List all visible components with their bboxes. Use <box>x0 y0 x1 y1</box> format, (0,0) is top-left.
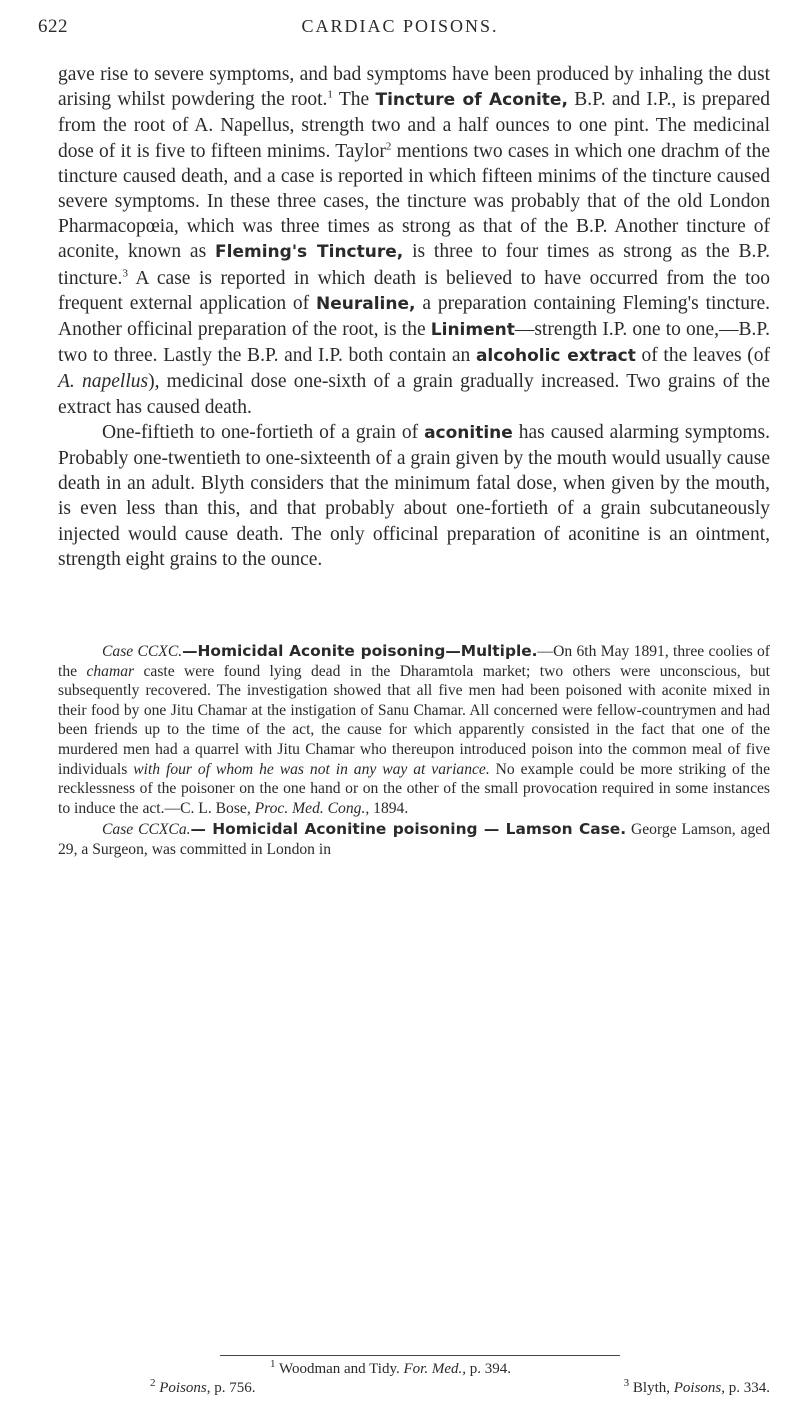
text-span: Woodman and Tidy. <box>278 1361 400 1377</box>
keyword-flemings-tincture: Fleming's Tincture, <box>215 242 404 263</box>
italic-citation: Proc. Med. Cong. <box>254 799 366 817</box>
text-span: A case is reported in which death is believed to have occurred from the too frequent external application of <box>58 267 770 314</box>
text-span: is three to four times as strong as the B.P. tincture. <box>58 241 770 289</box>
text-span: gave rise to severe symptoms, and bad symptoms have been produced by inhaling the dust arising whilst powdering the root. <box>58 64 770 111</box>
footnotes <box>150 1360 770 1398</box>
text-span: —On 6th May 1891, three coolies of the <box>58 643 771 680</box>
case-heading: — Homicidal Aconitine poisoning — Lamson Case. <box>190 820 627 839</box>
running-title: CARDIAC POISONS. <box>301 16 499 36</box>
case-label: Case CCXC. <box>102 643 183 660</box>
page-number: 622 <box>38 16 68 37</box>
footnote-number: 2 <box>150 1377 156 1389</box>
keyword-liniment: Liniment <box>430 320 515 341</box>
footnote-row <box>150 1360 770 1379</box>
case-ccxca <box>58 820 770 859</box>
keyword-tincture-of-aconite: Tincture of Aconite, <box>375 90 568 111</box>
paragraph-aconitine-dose <box>58 420 770 572</box>
paragraph-aconite-preparations <box>58 62 770 420</box>
footnote-ref-2: 2 <box>385 140 392 153</box>
keyword-alcoholic-extract: alcoholic extract <box>475 346 636 367</box>
text-span: , p. 394. <box>462 1361 511 1377</box>
footnote-1 <box>150 1360 511 1379</box>
case-ccxc <box>58 642 770 818</box>
footnote-ref-3: 3 <box>122 267 128 280</box>
text-span: The <box>332 89 376 111</box>
text-span: a preparation containing Fleming's tincture. Another officinal preparation of the root, is the <box>58 292 770 341</box>
case-label: Case CCXCa. <box>102 821 191 839</box>
text-span: of the leaves (of <box>635 345 771 367</box>
text-span: caste were found lying dead in the Dharamtola market; two others were unconscious, but subsequently recovered. The investigation showed that all five men had been poisoned with aconite mixed in their food by one Jitu Chamar at the instigation of Sanu Chamar. All concerned were fellow-countrymen and had been friends up to the time of the act, the cause for which apparently consisted in the fact that one of the murdered men had a quarrel with Jitu Chamar who thereupon introduced poison into the common meal of five individuals <box>58 662 771 778</box>
footnote-3 <box>544 1379 770 1398</box>
text-span: , strength two and a half ounces to one pint. The medicinal dose of it is five to fifteen minims. Taylor <box>58 115 770 162</box>
text-span: , p. 756. <box>206 1380 256 1396</box>
case-reports <box>58 642 770 862</box>
footnote-number: 3 <box>623 1377 630 1389</box>
text-span: , p. 334. <box>721 1380 770 1396</box>
text-span: George Lamson, aged 29, a Surgeon, was committed in London in <box>58 821 770 858</box>
text-span: mentions two cases in which one drachm of the tincture caused death, and a case is reported in which fifteen minims of the tincture caused severe symptoms. In these three cases, the tincture was probably that of the old London Pharmacopœia, which was three times as strong as that of the B.P. Another tincture of aconite, known as <box>58 140 770 263</box>
keyword-neuraline: Neuraline, <box>316 293 416 314</box>
text-span: , 1894. <box>365 799 409 817</box>
text-span: No example could be more striking of the recklessness of the poisoner on the one hand or on the other of the small provocation required in some instances to induce the act.—C. L. Bose, <box>58 760 770 817</box>
italic-citation: For. Med. <box>403 1361 463 1377</box>
italic-emphasis: with four of whom he was not in any way at variance. <box>133 760 490 778</box>
text-span: B.P. and I.P., is prepared from the root of <box>58 89 770 137</box>
italic-citation: Poisons <box>159 1380 207 1396</box>
text-span: A. Napellus <box>194 115 290 137</box>
italic-term: chamar <box>86 662 135 680</box>
italic-citation: Poisons <box>673 1380 722 1396</box>
case-heading: —Homicidal Aconite poisoning—Multiple. <box>182 642 538 660</box>
italic-species: A. napellus <box>58 371 149 393</box>
keyword-aconitine: aconitine <box>424 422 513 443</box>
footnote-row <box>150 1379 770 1398</box>
footnote-ref-1: 1 <box>327 88 333 101</box>
text-span: Blyth, <box>632 1380 670 1396</box>
footnote-number: 1 <box>270 1358 276 1370</box>
text-span: —strength I.P. one to one,—B.P. two to three. Lastly the B.P. and I.P. both contain an <box>58 319 770 367</box>
footnote-2 <box>150 1379 256 1398</box>
footnote-divider <box>220 1355 620 1356</box>
main-body <box>58 62 770 572</box>
text-span: One-fiftieth to one-fortieth of a grain of <box>102 421 425 443</box>
text-span: ), medicinal dose one-sixth of a grain gradually increased. Two grains of the extract has caused death. <box>58 371 770 418</box>
text-span: has caused alarming symptoms. Probably one-twentieth to one-sixteenth of a grain given by the mouth would usually cause death in an adult. Blyth considers that the minimum fatal dose, when given by the mouth, is even less than this, and that probably about one-fortieth of a grain subcutaneously injected would cause death. The only officinal preparation of aconitine is an ointment, strength eight grains to the ounce. <box>58 421 770 570</box>
